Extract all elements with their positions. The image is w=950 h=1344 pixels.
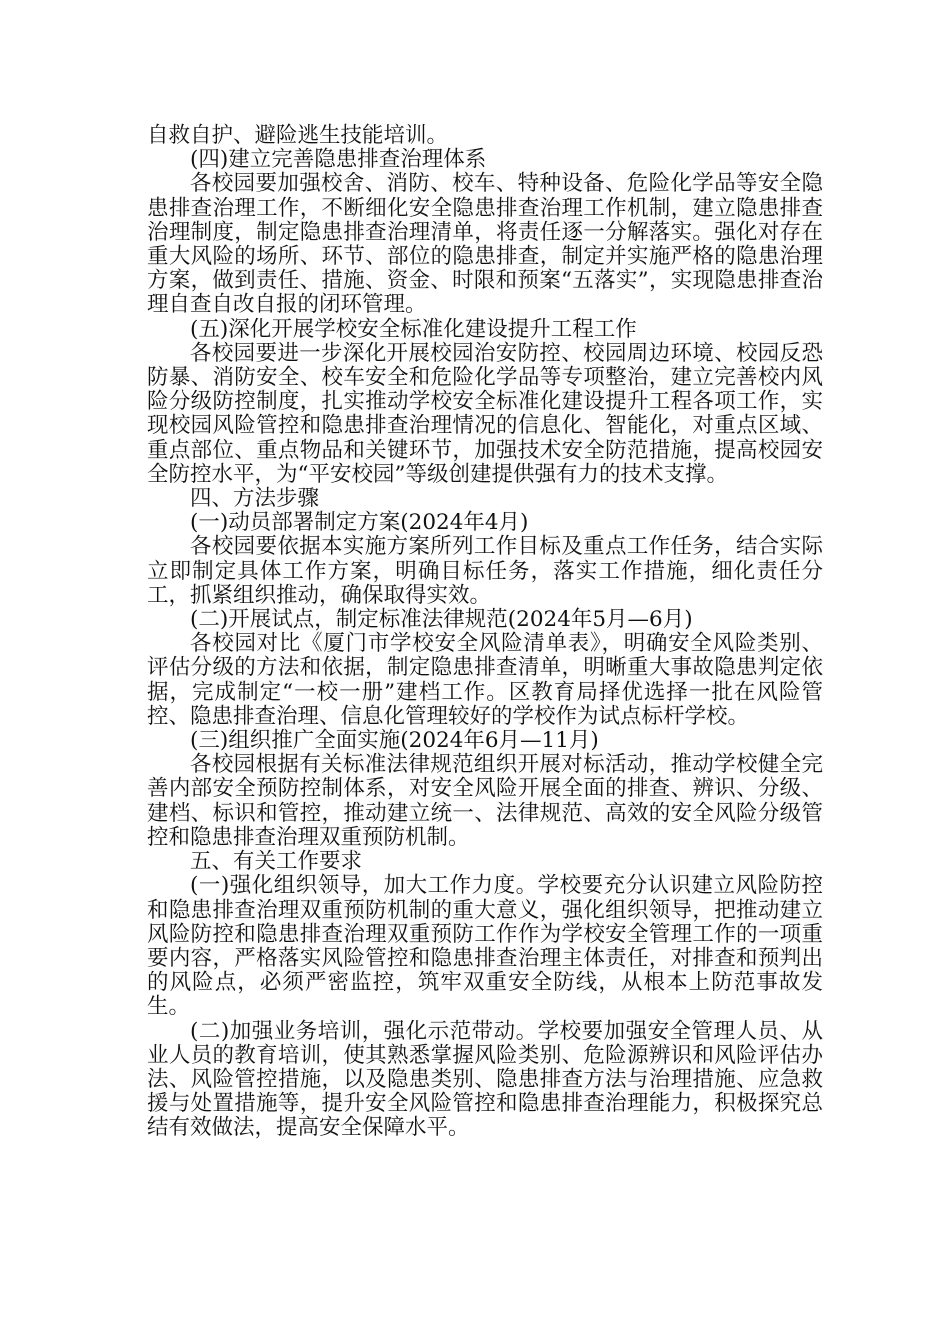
section-heading-methods: 四、方法步骤 (190, 486, 320, 512)
paragraph: (一)强化组织领导，加大工作力度。学校要充分认识建立风险防控和隐患排查治理双重预防机制的重大意义，强化组织领导，把推动建立风险防控和隐患排查治理双重预防工作作为学校安全管理工作的一项重要内容，严格落实风险管控和隐患排查治理主体责任，对排查和预判出的风险点，必须严密监控，筑牢双重安全防线，从根本上防范事故发生。 (147, 873, 823, 1020)
section-heading-requirements: 五、有关工作要求 (190, 849, 363, 875)
subheading-5: (五)深化开展学校安全标准化建设提升工程工作 (190, 316, 637, 342)
paragraph: 各校园根据有关标准法律规范组织开展对标活动，推动学校健全完善内部安全预防控制体系，对安全风险开展全面的排查、辨识、分级、建档、标识和管控，推动建立统一、法律规范、高效的安全风险分级管控和隐患排查治理双重预防机制。 (147, 752, 823, 850)
subheading-4: (四)建立完善隐患排查治理体系 (190, 147, 487, 173)
paragraph: (二)加强业务培训，强化示范带动。学校要加强安全管理人员、从业人员的教育培训，使其熟悉掌握风险类别、危险源辨识和风险评估办法、风险管控措施，以及隐患类别、隐患排查方法与治理措施、应急救援与处置措施等，提升安全风险管控和隐患排查治理能力，积极探究总结有效做法，提高安全保障水平。 (147, 1018, 823, 1141)
subheading-2: (二)开展试点，制定标准法律规范(2024年5月—6月) (190, 607, 693, 633)
paragraph: 各校园对比《厦门市学校安全风险清单表》，明确安全风险类别、评估分级的方法和依据，制定隐患排查清单，明晰重大事故隐患判定依据，完成制定“一校一册”建档工作。区教育局择优选择一批在风险管控、隐患排查治理、信息化管理较好的学校作为试点标杆学校。 (147, 631, 823, 729)
paragraph-continuation: 自救自护、避险逃生技能培训。 (147, 123, 449, 148)
document-page (147, 124, 823, 1141)
paragraph: 各校园要进一步深化开展校园治安防控、校园周边环境、校园反恐防暴、消防安全、校车安全和危险化学品等专项整治，建立完善校内风险分级防控制度，扎实推动学校安全标准化建设提升工程各项工作，实现校园风险管控和隐患排查治理情况的信息化、智能化，对重点区域、重点部位、重点物品和关键环节，加强技术安全防范措施，提高校园安全防控水平，为“平安校园”等级创建提供强有力的技术支撑。 (147, 340, 823, 487)
subheading-3: (三)组织推广全面实施(2024年6月—11月) (190, 728, 599, 754)
subheading-1: (一)动员部署制定方案(2024年4月) (190, 510, 529, 536)
paragraph: 各校园要加强校舍、消防、校车、特种设备、危险化学品等安全隐患排查治理工作，不断细化安全隐患排查治理工作机制，建立隐患排查治理制度，制定隐患排查治理清单，将责任逐一分解落实。强化对存在重大风险的场所、环节、部位的隐患排查，制定并实施严格的隐患治理方案，做到责任、措施、资金、时限和预案“五落实”，实现隐患排查治理自查自改自报的闭环管理。 (147, 171, 823, 318)
paragraph: 各校园要依据本实施方案所列工作目标及重点工作任务，结合实际立即制定具体工作方案，明确目标任务，落实工作措施，细化责任分工，抓紧组织推动，确保取得实效。 (147, 534, 823, 608)
